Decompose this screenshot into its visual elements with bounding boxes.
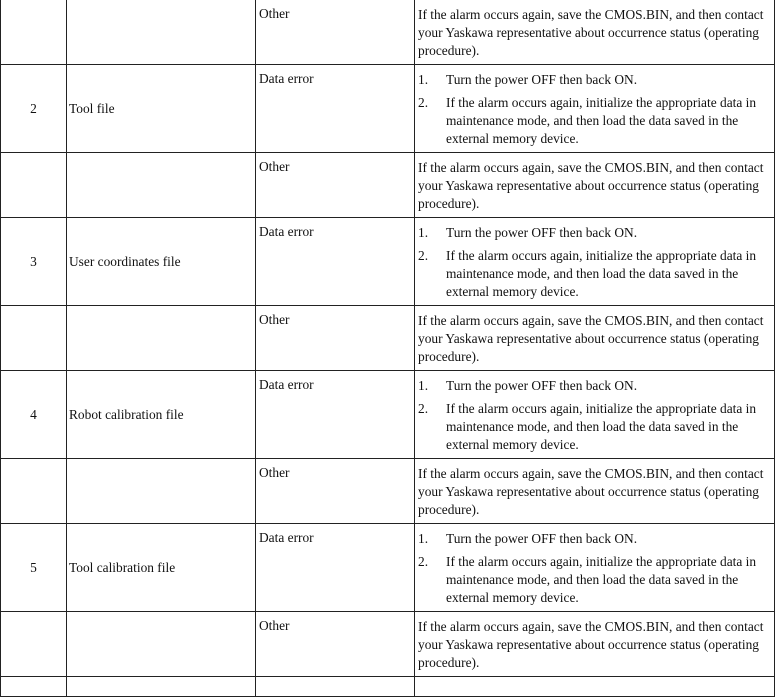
remedy-cell: If the alarm occurs again, save the CMOS.BIN, and then contact your Yaskawa representative about occurrence status (operating procedure). bbox=[415, 0, 775, 65]
number-cell bbox=[1, 153, 67, 218]
cause-cell: Other bbox=[256, 306, 415, 371]
table-row bbox=[1, 677, 775, 697]
file-name-cell bbox=[67, 153, 256, 218]
remedy-cell: If the alarm occurs again, save the CMOS.BIN, and then contact your Yaskawa representative about occurrence status (operating procedure). bbox=[415, 459, 775, 524]
step-text: Turn the power OFF then back ON. bbox=[446, 531, 638, 546]
remedy-steps bbox=[415, 371, 775, 459]
step-number: 1. bbox=[418, 531, 429, 546]
file-name-cell bbox=[67, 0, 256, 65]
cause-cell: Data error bbox=[256, 65, 415, 153]
step-text: Turn the power OFF then back ON. bbox=[446, 378, 638, 393]
file-name-cell bbox=[67, 459, 256, 524]
step-number: 2. bbox=[418, 554, 429, 569]
table-row bbox=[1, 0, 775, 65]
number-cell bbox=[1, 306, 67, 371]
file-number: 4 bbox=[1, 371, 67, 459]
file-number: 2 bbox=[1, 65, 67, 153]
remedy-cell: If the alarm occurs again, save the CMOS.BIN, and then contact your Yaskawa representative about occurrence status (operating procedure). bbox=[415, 306, 775, 371]
file-name: Tool file bbox=[67, 65, 256, 153]
step-text: If the alarm occurs again, initialize the appropriate data in maintenance mode, and then load the data saved in the external memory device. bbox=[446, 401, 757, 452]
remedy-cell: If the alarm occurs again, save the CMOS.BIN, and then contact your Yaskawa representative about occurrence status (operating procedure). bbox=[415, 612, 775, 677]
cause-cell: Other bbox=[256, 0, 415, 65]
step-text: If the alarm occurs again, initialize the appropriate data in maintenance mode, and then load the data saved in the external memory device. bbox=[446, 95, 757, 146]
remedy-steps bbox=[415, 65, 775, 153]
file-number: 5 bbox=[1, 524, 67, 612]
remedy-steps bbox=[415, 524, 775, 612]
step-number: 1. bbox=[418, 378, 429, 393]
remedy-step bbox=[418, 400, 770, 454]
table-row bbox=[1, 65, 775, 153]
table-row bbox=[1, 612, 775, 677]
step-number: 1. bbox=[418, 72, 429, 87]
step-number: 2. bbox=[418, 401, 429, 416]
file-name: Tool calibration file bbox=[67, 524, 256, 612]
table-row bbox=[1, 524, 775, 612]
number-cell bbox=[1, 0, 67, 65]
file-name: User coordinates file bbox=[67, 218, 256, 306]
cause-cell: Data error bbox=[256, 218, 415, 306]
file-name-cell bbox=[67, 612, 256, 677]
step-text: If the alarm occurs again, initialize the appropriate data in maintenance mode, and then load the data saved in the external memory device. bbox=[446, 554, 757, 605]
step-number: 2. bbox=[418, 95, 429, 110]
cause-cell: Other bbox=[256, 612, 415, 677]
file-name-cell bbox=[67, 306, 256, 371]
file-number: 3 bbox=[1, 218, 67, 306]
step-text: Turn the power OFF then back ON. bbox=[446, 72, 638, 87]
step-number: 1. bbox=[418, 225, 429, 240]
remedy-step bbox=[418, 377, 770, 395]
cause-cell: Other bbox=[256, 153, 415, 218]
table-row bbox=[1, 306, 775, 371]
table-row bbox=[1, 371, 775, 459]
cause-cell: Data error bbox=[256, 371, 415, 459]
remedy-step bbox=[418, 530, 770, 548]
file-name: Robot calibration file bbox=[67, 371, 256, 459]
table-row bbox=[1, 153, 775, 218]
remedy-step bbox=[418, 247, 770, 301]
remedy-step bbox=[418, 224, 770, 242]
number-cell bbox=[1, 612, 67, 677]
remedy-step bbox=[418, 94, 770, 148]
remedy-step bbox=[418, 553, 770, 607]
step-number: 2. bbox=[418, 248, 429, 263]
cause-cell: Data error bbox=[256, 524, 415, 612]
step-text: Turn the power OFF then back ON. bbox=[446, 225, 638, 240]
remedy-step bbox=[418, 71, 770, 89]
number-cell bbox=[1, 459, 67, 524]
cause-cell: Other bbox=[256, 459, 415, 524]
table-row bbox=[1, 218, 775, 306]
remedy-cell: If the alarm occurs again, save the CMOS.BIN, and then contact your Yaskawa representative about occurrence status (operating procedure). bbox=[415, 153, 775, 218]
table-row bbox=[1, 459, 775, 524]
step-text: If the alarm occurs again, initialize the appropriate data in maintenance mode, and then load the data saved in the external memory device. bbox=[446, 248, 757, 299]
remedy-steps bbox=[415, 218, 775, 306]
